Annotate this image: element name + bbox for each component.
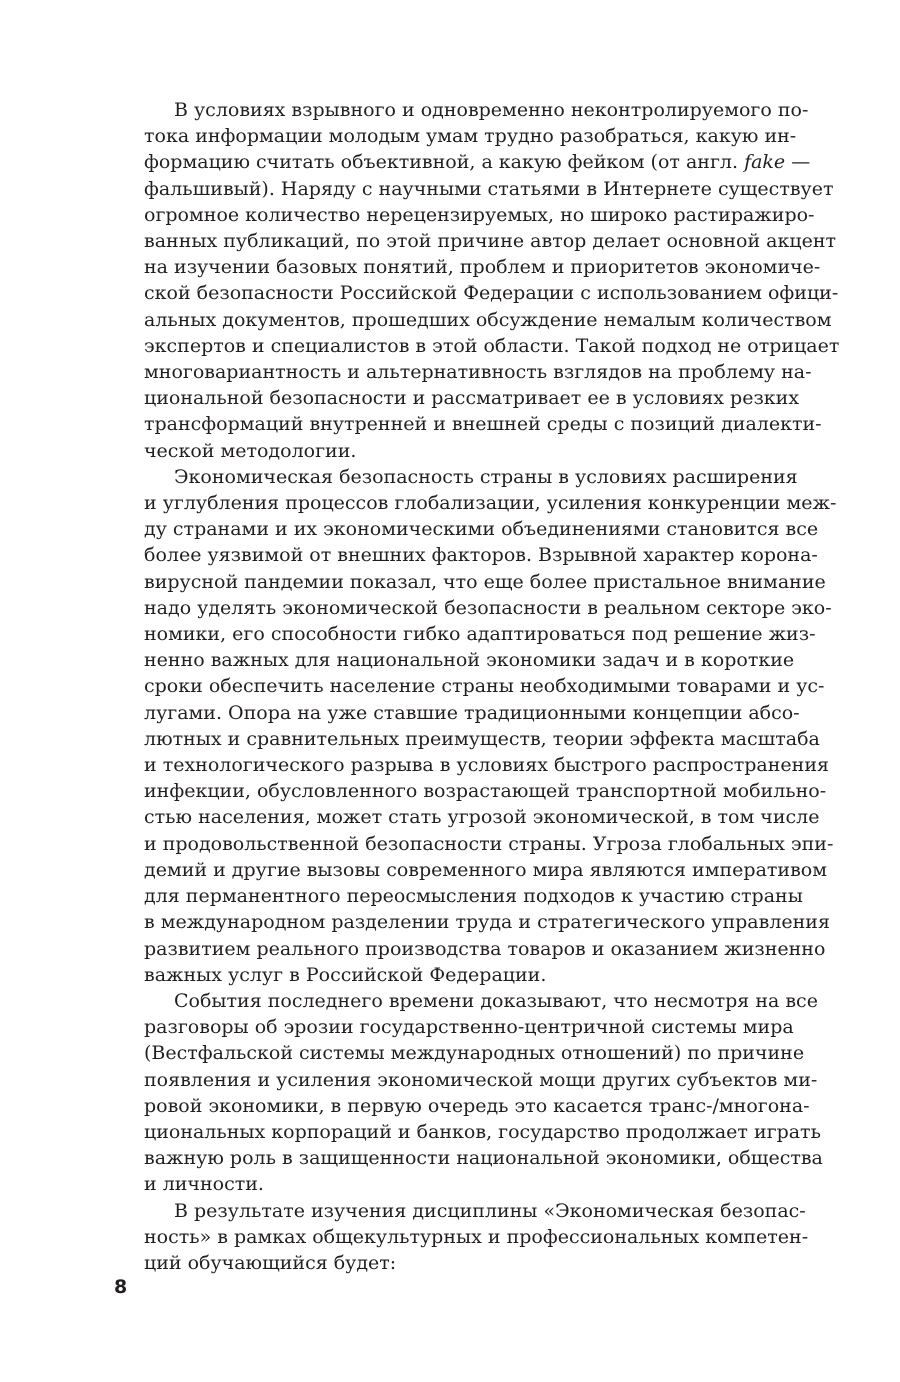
text-line: демий и другие вызовы современного мира являются императивом <box>144 858 827 881</box>
paragraph-3 <box>114 988 823 1198</box>
text-line: для перманентного переосмысления подходов к участию страны <box>144 885 803 908</box>
text-line-part: формацию считать объективной, а какую фейком (от англ. <box>144 151 745 174</box>
text-line: трансформаций внутренней и внешней среды с позиций диалекти- <box>144 413 822 436</box>
text-line: инфекции, обусловленного возрастающей транспортной мобильно- <box>144 780 827 803</box>
text-line: циональных корпораций и банков, государство продолжает играть <box>144 1120 821 1143</box>
text-line: Экономическая безопасность страны в условиях расширения <box>174 465 798 488</box>
text-line: (Вестфальской системы международных отношений) по причине <box>144 1042 805 1065</box>
text-line: ненно важных для национальной экономики задач и в короткие <box>144 649 795 672</box>
text-line: тока информации молодым умам трудно разобраться, какую ин- <box>144 125 797 148</box>
text-line: циональной безопасности и рассматривает ее в условиях резких <box>144 387 800 410</box>
text-line: ческой методологии. <box>144 439 357 462</box>
text-line: События последнего времени доказывают, что несмотря на все <box>174 989 818 1012</box>
text-line: и углубления процессов глобализации, усиления конкуренции меж- <box>144 492 837 515</box>
text-line: ской безопасности Российской Федерации с использованием офици- <box>144 282 839 305</box>
text-line: на изучении базовых понятий, проблем и приоритетов экономиче- <box>144 256 821 279</box>
text-line: В условиях взрывного и одновременно неконтролируемого по- <box>174 99 809 121</box>
text-line: появления и усиления экономической мощи других субъектов ми- <box>144 1068 818 1091</box>
fake-word: fake <box>744 151 786 174</box>
text-line: более уязвимой от внешних факторов. Взрывной характер корона- <box>144 544 818 567</box>
text-line: фальшивый). Наряду с научными статьями в Интернете существует <box>144 177 834 200</box>
fake-suffix: — <box>785 151 811 174</box>
text-line: и личности. <box>144 1173 264 1196</box>
text-line: вирусной пандемии показал, что еще более пристальное внимание <box>144 570 826 593</box>
body-text <box>114 97 840 1276</box>
text-line: ровой экономики, в первую очередь это касается транс-/многона- <box>144 1094 810 1117</box>
paragraph-4 <box>114 1198 809 1277</box>
text-line: разговоры об эрозии государственно-центричной системы мира <box>144 1016 794 1039</box>
text-line: и технологического разрыва в условиях быстрого распространения <box>144 754 829 777</box>
text-line: в международном разделении труда и стратегического управления <box>144 911 830 934</box>
text-line: В результате изучения дисциплины «Экономическая безопас- <box>174 1199 806 1222</box>
text-line: лугами. Опора на уже ставшие традиционными концепции абсо- <box>144 701 800 724</box>
text-line: ванных публикаций, по этой причине автор делает основной акцент <box>144 230 837 253</box>
text-line: номики, его способности гибко адаптироваться под решение жиз- <box>144 623 816 646</box>
text-line: альных документов, прошедших обсуждение немалым количеством <box>144 308 832 331</box>
text-line: важных услуг в Российской Федерации. <box>144 963 547 986</box>
text-line: надо уделять экономической безопасности в реальном секторе эко- <box>144 596 832 619</box>
text-line: ций обучающийся будет: <box>144 1251 397 1274</box>
text-line: ду странами и их экономическими объединениями становится все <box>144 518 819 541</box>
text-line: сроки обеспечить население страны необходимыми товарами и ус- <box>144 675 825 698</box>
text-line: важную роль в защищенности национальной экономики, общества <box>144 1147 823 1170</box>
page-number: 8 <box>114 1276 128 1298</box>
text-line: ность» в рамках общекультурных и профессиональных компетен- <box>144 1225 809 1248</box>
text-line: развитием реального производства товаров и оказанием жизненно <box>144 937 826 960</box>
text-line: многовариантность и альтернативность взглядов на проблему на- <box>144 361 812 384</box>
text-line: экспертов и специалистов в этой области. Такой подход не отрицает <box>144 334 840 357</box>
text-line <box>114 149 811 175</box>
text-line: лютных и сравнительных преимуществ, теории эффекта масштаба <box>144 727 820 750</box>
text-line: огромное количество нерецензируемых, но широко растиражиро- <box>144 203 815 226</box>
paragraph-1 <box>114 97 840 464</box>
text-line: стью населения, может стать угрозой экономической, в том числе <box>144 806 820 829</box>
paragraph-2 <box>114 464 837 988</box>
text-line: и продовольственной безопасности страны. Угроза глобальных эпи- <box>144 832 834 855</box>
